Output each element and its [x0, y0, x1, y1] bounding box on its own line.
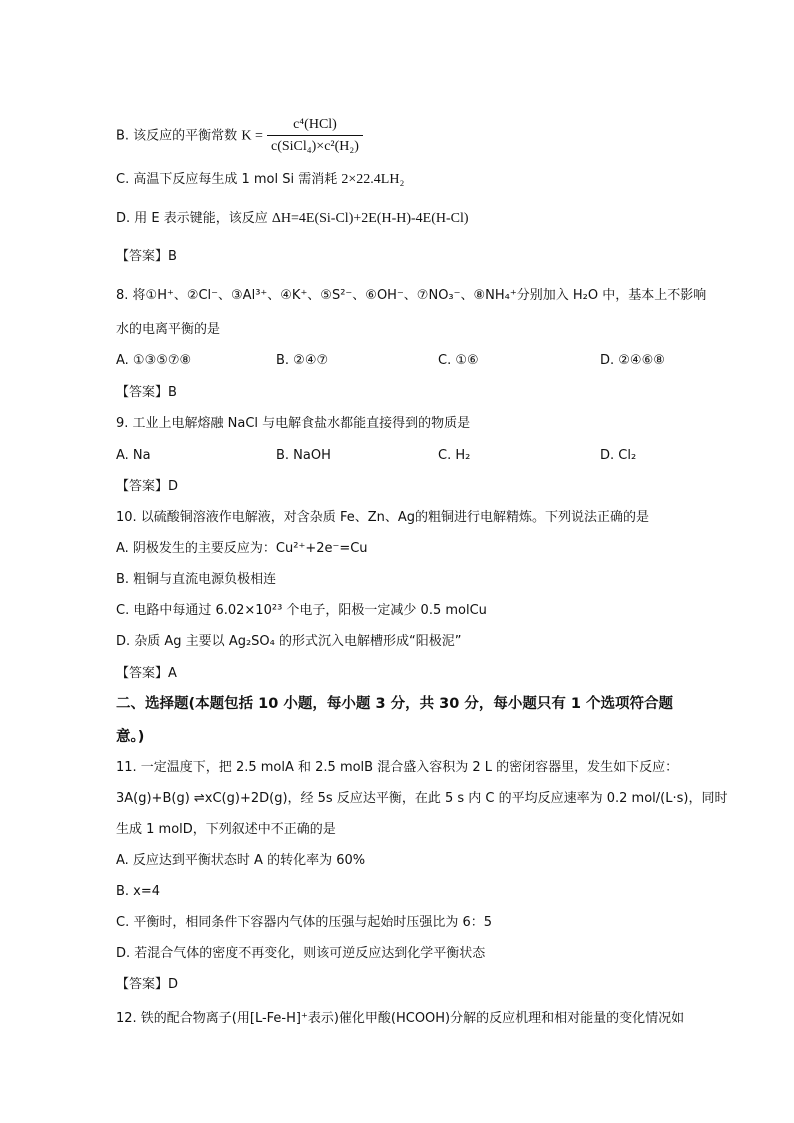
q8-option-a: A. ①③⑤⑦⑧ [116, 353, 192, 368]
answer-label: 【答案】 [116, 666, 169, 681]
q7-k-symbol: K = [241, 128, 263, 144]
q7-option-c [116, 171, 404, 189]
q10-stem: 10. 以硫酸铜溶液作电解液，对含杂质 Fe、Zn、Ag的粗铜进行电解精炼。下列说法正确的是 [116, 510, 649, 525]
q11-stem-line-2: 3A(g)+B(g) ⇌xC(g)+2D(g)，经 5s 反应达平衡，在此 5 s 内 C 的平均反应速率为 0.2 mol/(L·s)，同时 [116, 791, 728, 806]
q11-option-a: A. 反应达到平衡状态时 A 的转化率为 60% [116, 853, 366, 868]
q11-option-c: C. 平衡时，相同条件下容器内气体的压强与起始时压强比为 6：5 [116, 915, 493, 930]
q9-option-d: D. Cl₂ [600, 448, 637, 463]
q11-option-b: B. x=4 [116, 884, 161, 899]
q9-option-a: A. Na [116, 448, 151, 463]
q8-answer [116, 384, 177, 402]
q7-fraction-numerator: c⁴(HCl) [267, 116, 363, 136]
q7-option-b-text: B. 该反应的平衡常数 [116, 128, 238, 144]
section-2-heading-line-2: 意。) [116, 729, 145, 745]
q7-option-d-text: D. 用 E 表示键能，该反应 [116, 211, 268, 226]
q9-option-c: C. H₂ [438, 448, 471, 463]
q9-stem: 9. 工业上电解熔融 NaCl 与电解食盐水都能直接得到的物质是 [116, 416, 471, 431]
answer-value: D [168, 479, 179, 494]
q10-option-a: A. 阴极发生的主要反应为：Cu²⁺+2e⁻=Cu [116, 541, 368, 556]
q11-option-d: D. 若混合气体的密度不再变化，则该可逆反应达到化学平衡状态 [116, 946, 486, 961]
q9-answer [116, 478, 178, 496]
q10-answer [116, 665, 177, 683]
q7-option-c-text: C. 高温下反应每生成 1 mol Si 需消耗 [116, 172, 338, 187]
q7-answer [116, 248, 177, 266]
answer-value: B [168, 385, 177, 400]
q7-option-d [116, 210, 469, 228]
q8-stem-line-2: 水的电离平衡的是 [116, 322, 221, 337]
answer-label: 【答案】 [116, 977, 169, 992]
q7-option-c-math: 2×22.4LH₂ [341, 172, 405, 187]
q7-equilibrium-fraction [267, 116, 363, 156]
q11-stem-line-3: 生成 1 molD，下列叙述中不正确的是 [116, 822, 336, 837]
q11-answer [116, 976, 178, 994]
answer-value: A [168, 666, 177, 681]
q7-option-d-math: ΔH=4E(Si-Cl)+2E(H-H)-4E(H-Cl) [271, 211, 469, 226]
q8-option-d: D. ②④⑥⑧ [600, 353, 665, 368]
q10-option-c: C. 电路中每通过 6.02×10²³ 个电子，阳极一定减少 0.5 molCu [116, 603, 487, 618]
q10-option-b: B. 粗铜与直流电源负极相连 [116, 572, 277, 587]
q12-stem-line-1: 12. 铁的配合物离子(用[L-Fe-H]⁺表示)催化甲酸(HCOOH)分解的反应机理和相对能量的变化情况如 [116, 1011, 685, 1026]
q9-option-b: B. NaOH [276, 448, 331, 463]
q11-stem-line-1: 11. 一定温度下，把 2.5 molA 和 2.5 molB 混合盛入容积为 2 L 的密闭容器里，发生如下反应： [116, 760, 679, 775]
q7-option-b [116, 116, 363, 156]
answer-label: 【答案】 [116, 479, 169, 494]
answer-label: 【答案】 [116, 249, 169, 264]
q8-option-b: B. ②④⑦ [276, 353, 329, 368]
answer-value: D [168, 977, 179, 992]
q7-fraction-denominator: c(SiCl₄)×c²(H₂) [270, 139, 359, 154]
q10-option-d: D. 杂质 Ag 主要以 Ag₂SO₄ 的形式沉入电解槽形成“阳极泥” [116, 634, 462, 649]
q8-option-c: C. ①⑥ [438, 353, 479, 368]
answer-label: 【答案】 [116, 385, 169, 400]
q8-stem-line-1: 8. 将①H⁺、②Cl⁻、③Al³⁺、④K⁺、⑤S²⁻、⑥OH⁻、⑦NO₃⁻、⑧NH₄⁺分别加入 H₂O 中，基本上不影响 [116, 288, 707, 303]
section-2-heading-line-1: 二、选择题(本题包括 10 小题，每小题 3 分，共 30 分，每小题只有 1 个选项符合题 [116, 696, 674, 712]
answer-value: B [168, 249, 177, 264]
